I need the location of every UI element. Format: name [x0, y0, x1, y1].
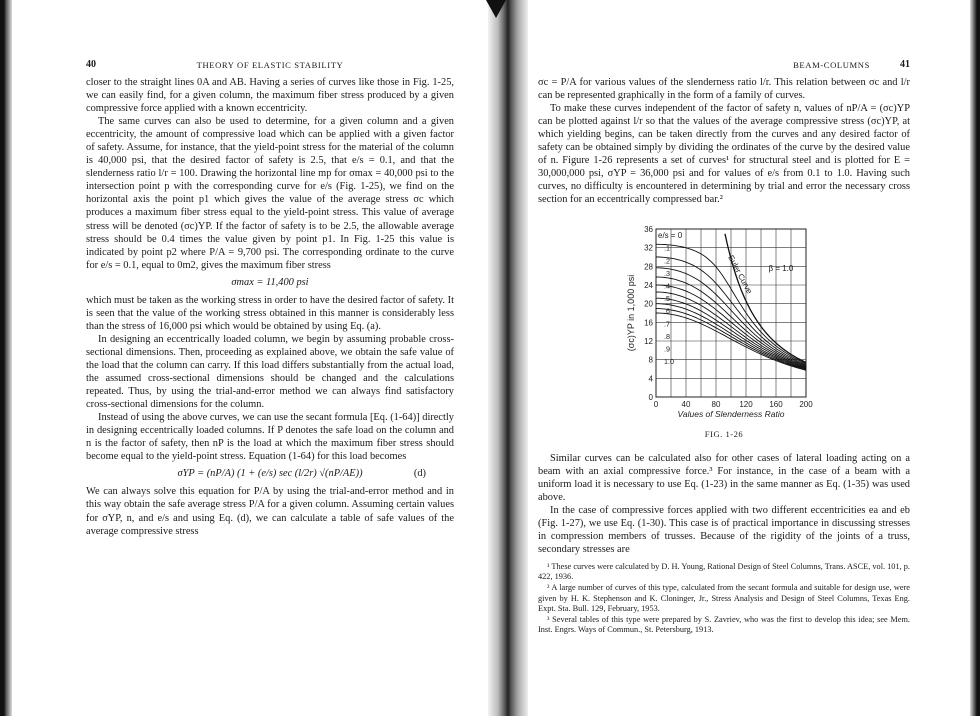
- curve-label: .7: [664, 319, 670, 329]
- y-tick-label: 28: [644, 262, 653, 272]
- right-paragraph: Similar curves can be calculated also for other cases of lateral loading acting on a beam with an axial compressive force.³ For instance, in the case of a beam with a uniform load it is necessary to use Eq. (1-23) in the same manner as Eq. (1-35) was used above.: [538, 452, 910, 503]
- left-paragraph: closer to the straight lines 0A and AB. Having a series of curves like those in Fig. 1-25, we can easily find, for a given column, the maximum fiber stress produced by a given compressive force applied with a known eccentricity.: [86, 77, 454, 115]
- left-running-head: [86, 58, 454, 72]
- x-tick-label: 40: [681, 400, 691, 410]
- x-tick-label: 120: [739, 400, 753, 410]
- curve-label: .8: [664, 332, 670, 342]
- euler-label: Euler Curve: [726, 254, 755, 296]
- equation-d-tag: (d): [413, 468, 426, 480]
- curve-label: .4: [664, 281, 670, 291]
- left-paragraph: We can always solve this equation for P/A by using the trial-and-error method and in this way obtain the safe average stress P/A for a given column. Assuming certain values for σYP, n, and e/s and using Eq. (d), we can calculate a table of safe values of the average compressive stress: [86, 486, 454, 537]
- x-tick-label: 80: [711, 400, 721, 410]
- y-tick-label: 32: [644, 244, 653, 254]
- beta-label: β = 1.0: [768, 264, 794, 274]
- y-tick-label: 24: [644, 281, 653, 291]
- equation-d-body: σYP = (nP/A) (1 + (e/s) sec (l/2r) √(nP/AE)): [177, 468, 363, 480]
- equation-smax: σmax = 11,400 psi: [231, 276, 309, 288]
- footnote: ³ Several tables of this type were prepared by S. Zavriev, who was the first to develop this idea; see Mem. Inst. Engrs. Ways of Commun., St. Petersburg, 1913.: [538, 614, 910, 635]
- x-tick-label: 160: [769, 400, 783, 410]
- curve-label: .1: [664, 244, 670, 254]
- footnote: ¹ These curves were calculated by D. H. Young, Rational Design of Steel Columns, Trans. ASCE, vol. 101, p. 422, 1936.: [538, 561, 910, 582]
- curve-label: .2: [664, 256, 670, 266]
- footnotes: [538, 562, 910, 636]
- book-edge-left: [0, 0, 12, 716]
- left-paragraph: In designing an eccentrically loaded column, we begin by assuming probable cross-sectional dimensions. Then, proceeding as explained above, we obtain the safe value of the load that the column can carry. If this load differs substantially from the actual load, the assumed cross-sectional dimensions should be changed and the calculations repeated. Thus, by using the trial-and-error method we can always find satisfactory cross-sectional dimensions for the column.: [86, 333, 454, 411]
- left-paragraph: which must be taken as the working stress in order to have the desired factor of safety. It is seen that the value of the working stress obtained in this manner is considerably less than the stress of 16,000 psi which would be obtained by using Eq. (a).: [86, 294, 454, 332]
- book-gutter: [488, 0, 528, 716]
- page-clip-mark: [486, 0, 506, 18]
- curve-label: .6: [664, 307, 670, 317]
- equation-d: [86, 467, 454, 480]
- figure-caption: FIG. 1-26: [704, 429, 744, 440]
- y-tick-label: 20: [644, 300, 653, 310]
- right-page-number: 41: [900, 59, 910, 70]
- right-paragraph: In the case of compressive forces applied with two different eccentricities ea and eb (Fig. 1-27), we use Eq. (1-30). This case is of practical importance in discussing stresses in compression members of trusses. Because of the rigidity of the joints of a truss, secondary stresses are: [538, 504, 910, 555]
- y-axis-label: (σc)YP in 1,000 psi: [626, 275, 636, 352]
- figure-1-26-plot: [538, 211, 910, 425]
- y-tick-label: 12: [644, 337, 653, 347]
- right-running-head: [538, 58, 910, 72]
- left-paragraph: The same curves can also be used to determine, for a given column and a given eccentricity, the amount of compressive load which can be applied with a given factor of safety. Assume, for instance, that the yield-point stress for the material of the column is 40,000 psi, that the desired factor of safety is 2.5, that e/s = 0.1, and that the slenderness ratio l/r = 100. Drawing the horizontal line mp for σmax = 40,000 psi to the intersection point p with the corresponding curve for e/s (Fig. 1-25), we find on the horizontal axis the point p1 which gives the value of the average stress σc which produces a maximum fiber stress equal to the yield-point stress. This value of average stress will be denoted (σc)YP. If the factor of safety is to be 2.5, the allowable average stress should be 0.4 times the value given by point p1. In Fig. 1-25 this value is indicated by point p2 where P/A = 9,700 psi. The corresponding ordinate to the curve for e/s = 0.1, equal to 0m2, gives the maximum fiber stress: [86, 116, 454, 271]
- left-page: [86, 58, 454, 538]
- x-tick-label: 200: [799, 400, 813, 410]
- es-header-label: e/s = 0: [658, 231, 683, 241]
- right-paragraph: To make these curves independent of the factor of safety n, values of nP/A = (σc)YP can be plotted against l/r so that the values of the average compressive stress (σc)YP, at which yielding begins, can be taken directly from the curves and any desired factor of safety can be obtained simply by dividing the ordinates of the curve by the desired value of n. Figure 1-26 represents a set of curves¹ for structural steel and is plotted for E = 30,000,000 psi, σYP = 36,000 psi and for values of e/s from 0.1 to 1.0. Having such curves, no difficulty is encountered in determining by trial and error the necessary cross section for an eccentrically compressed bar.²: [538, 103, 910, 206]
- curve-label: .3: [664, 269, 670, 279]
- footnote: ² A large number of curves of this type, calculated from the secant formula and suitable for design use, were given by H. K. Stephenson and K. Cloninger, Jr., Stress Analysis and Design of Steel Columns, Texas Eng. Expt. Sta. Bull. 129, February, 1953.: [538, 583, 910, 614]
- y-tick-label: 16: [644, 318, 653, 328]
- right-paragraph: σc = P/A for various values of the slenderness ratio l/r. This relation between σc and l/r can be represented graphically in the form of a family of curves.: [538, 77, 910, 102]
- left-paragraph: Instead of using the above curves, we can use the secant formula [Eq. (1-64)] directly in designing eccentrically loaded columns. If P denotes the safe load on the column and n is the factor of safety, then nP is the load at which the maximum fiber stress should become equal to the yield-point stress. Equation (1-64) for this load becomes: [86, 412, 454, 463]
- y-tick-label: 36: [644, 225, 653, 235]
- right-page: [538, 58, 910, 636]
- left-running-title: THEORY OF ELASTIC STABILITY: [196, 60, 344, 70]
- left-page-number: 40: [86, 59, 96, 70]
- y-tick-label: 4: [648, 374, 653, 384]
- x-axis-label: Values of Slenderness Ratio: [677, 409, 785, 420]
- y-tick-label: 8: [648, 356, 653, 366]
- book-edge-right: [970, 0, 980, 716]
- x-tick-label: 0: [653, 400, 659, 410]
- curve-label: .5: [664, 294, 670, 304]
- curve-label: .9: [664, 344, 670, 354]
- y-tick-label: 0: [648, 393, 653, 403]
- right-running-title: BEAM-COLUMNS: [793, 60, 870, 70]
- figure-1-26: [538, 211, 910, 425]
- curve-label: 1.0: [664, 357, 674, 367]
